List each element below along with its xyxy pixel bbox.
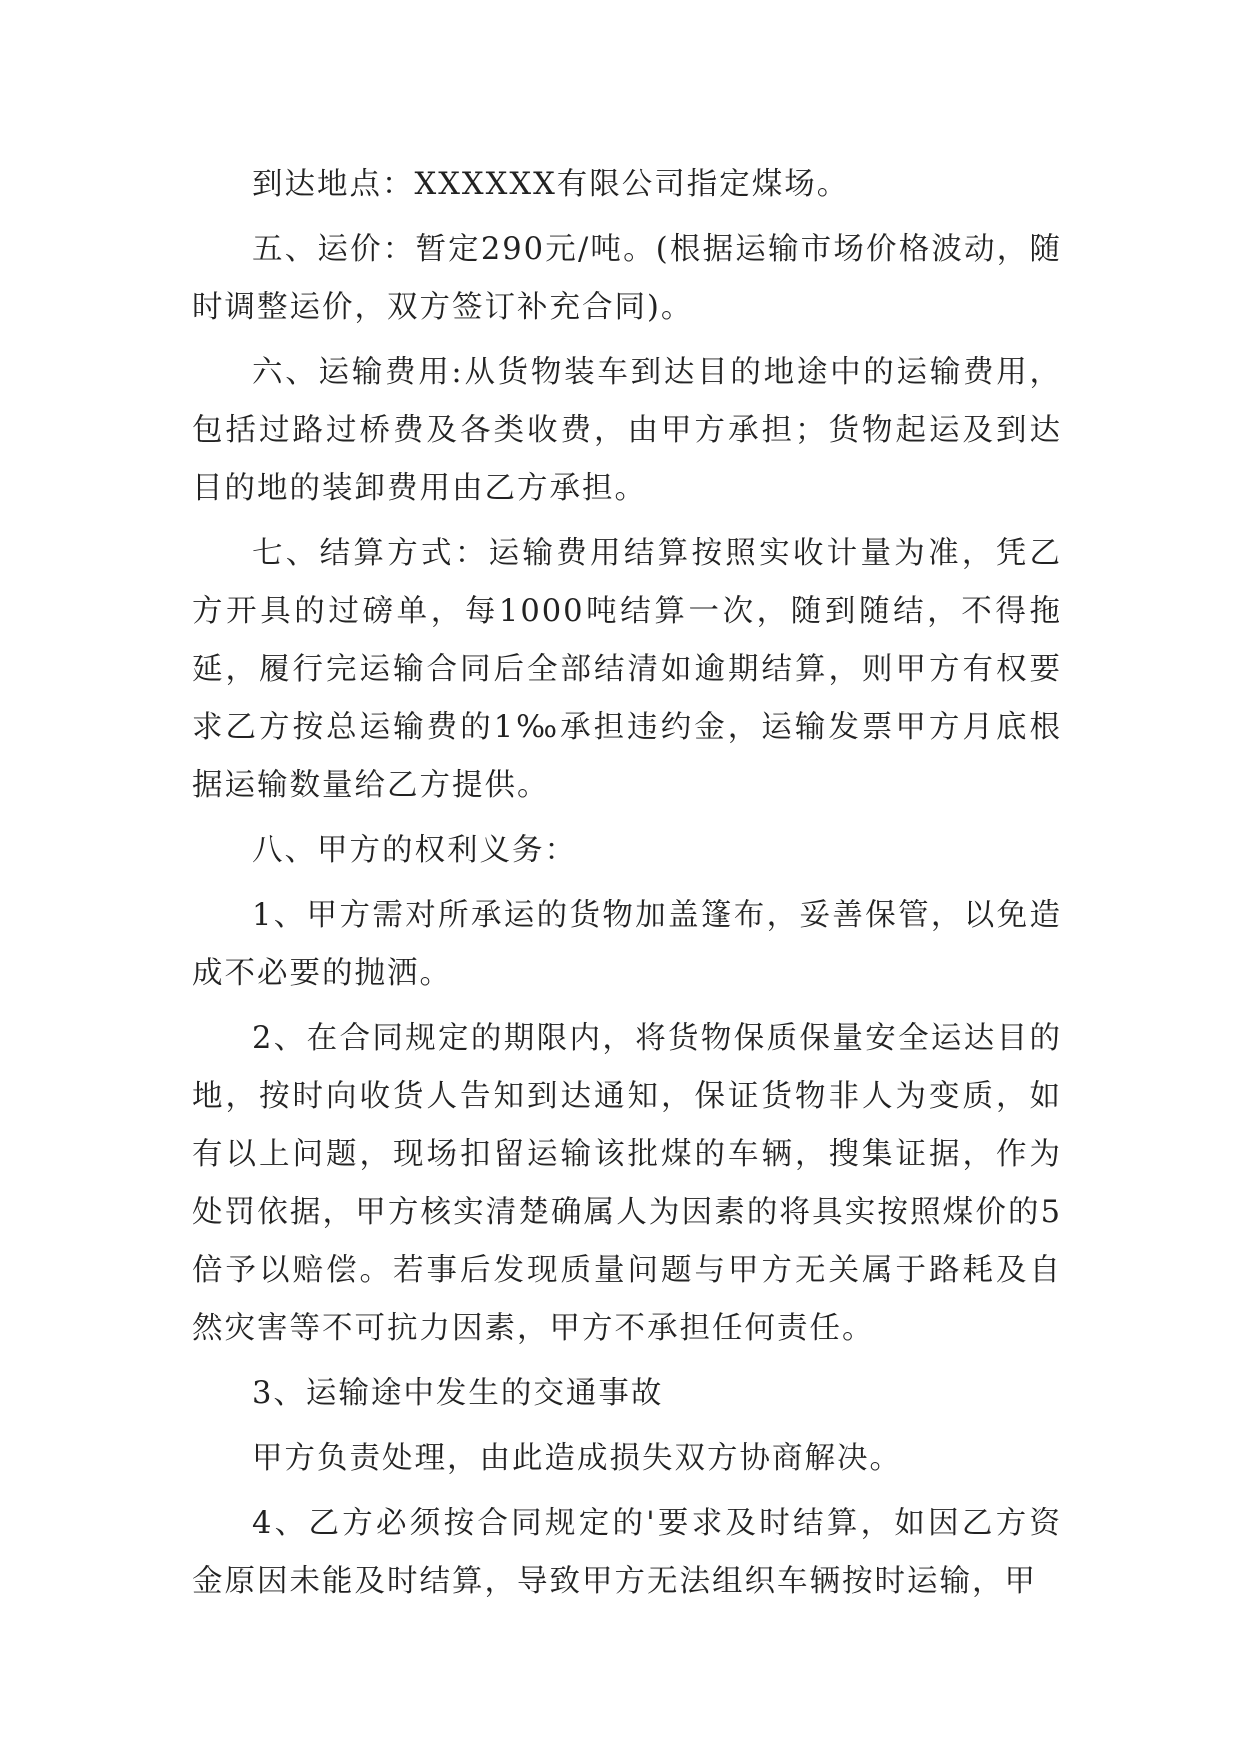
paragraph-settlement-method: 七、结算方式：运输费用结算按照实收计量为准，凭乙方开具的过磅单，每1000吨结算一次，随到随结，不得拖延，履行完运输合同后全部结清如逾期结算，则甲方有权要求乙方按总运输费的1‰承担违约金，运输发票甲方月底根据运输数量给乙方提供。: [192, 536, 1062, 803]
paragraph-clause-3: 3、运输途中发生的交通事故: [252, 1376, 664, 1411]
paragraph-arrival-location: 到达地点：XXXXXX有限公司指定煤场。: [252, 167, 850, 202]
paragraph-clause-1: 1、甲方需对所承运的货物加盖篷布，妥善保管，以免造成不必要的抛洒。: [192, 898, 1062, 991]
contract-body: [192, 156, 1062, 1618]
paragraph-clause-3-continued: 甲方负责处理，由此造成损失双方协商解决。: [252, 1441, 902, 1476]
paragraph-party-a-rights-heading: 八、甲方的权利义务：: [252, 833, 577, 868]
paragraph-transport-costs: 六、运输费用:从货物装车到达目的地途中的运输费用，包括过路过桥费及各类收费，由甲方承担；货物起运及到达目的地的装卸费用由乙方承担。: [192, 355, 1062, 506]
paragraph-clause-2: 2、在合同规定的期限内，将货物保质保量安全运达目的地，按时向收货人告知到达通知，保证货物非人为变质，如有以上问题，现场扣留运输该批煤的车辆，搜集证据，作为处罚依据，甲方核实清楚确属人为因素的将具实按照煤价的5倍予以赔偿。若事后发现质量问题与甲方无关属于路耗及自然灾害等不可抗力因素，甲方不承担任何责任。: [192, 1021, 1062, 1346]
paragraph-freight-rate: 五、运价：暂定290元/吨。(根据运输市场价格波动，随时调整运价，双方签订补充合同)。: [192, 232, 1062, 325]
paragraph-clause-4: 4、乙方必须按合同规定的'要求及时结算，如因乙方资金原因未能及时结算，导致甲方无法组织车辆按时运输，甲: [192, 1506, 1062, 1599]
